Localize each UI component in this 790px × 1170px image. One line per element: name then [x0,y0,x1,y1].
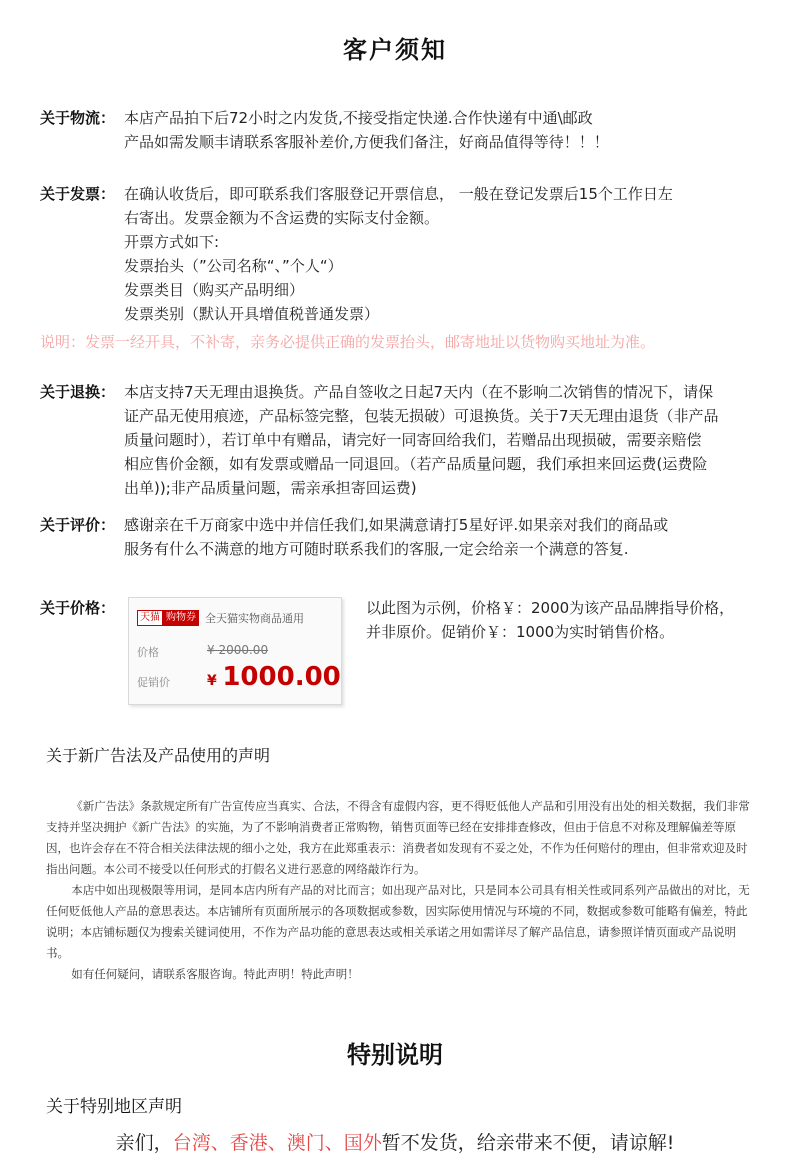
price-line: 并非原价。促销价￥：1000为实时销售价格。 [366,623,675,641]
returns-label: 关于退换： [40,383,116,401]
region-notice [0,1128,790,1155]
invoice-line: 右寄出。发票金额为不含运费的实际支付金额。 [124,209,440,227]
invoice-line: 发票类别（默认开具增值税普通发票） [124,305,380,323]
invoice-line: 发票抬头（”公司名称“、”个人“） [124,257,343,275]
logistics-label: 关于物流： [40,109,116,127]
returns-line: 相应售价金额，如有发票或赠品一同退回。（若产品质量问题，我们承担来回运费(运费险 [124,455,708,473]
invoice-section [40,182,760,326]
price-line: 以此图为示例，价格￥：2000为该产品品牌指导价格， [366,599,735,617]
invoice-line: 开票方式如下: [124,233,220,251]
returns-line: 证产品无使用痕迹，产品标签完整，包装无损破）可退换货。关于7天无理由退货（非产品 [124,407,719,425]
review-label: 关于评价： [40,516,116,534]
region-heading: 关于特别地区声明 [46,1097,182,1117]
logistics-line: 产品如需发顺丰请联系客服补差价,方便我们备注，好商品值得等待！！！ [124,133,609,151]
coupon-note: 全天猫实物商品通用 [205,612,304,625]
invoice-label: 关于发票： [40,185,116,203]
ad-law-paragraph: 如有任何疑问，请联系客服咨询。特此声明！特此声明！ [71,967,359,981]
invoice-note: 说明：发票一经开具，不补寄，亲务必提供正确的发票抬头，邮寄地址以货物购买地址为准。 [40,333,656,351]
price-example-card [128,597,342,705]
tmall-badge: 天猫 [137,610,163,626]
returns-line: 本店支持7天无理由退换货。产品自签收之日起7天内（在不影响二次销售的情况下，请保 [124,383,714,401]
returns-line: 出单));非产品质量问题，需亲承担寄回运费) [124,479,417,497]
returns-section [40,380,760,500]
ad-law-heading: 关于新广告法及产品使用的声明 [46,746,271,765]
review-line: 服务有什么不满意的地方可随时联系我们的客服,一定会给亲一个满意的答复. [124,540,629,558]
price-section [40,596,130,620]
invoice-line: 在确认收货后，即可联系我们客服登记开票信息， 一般在登记发票后15个工作日左 [124,185,673,203]
price-label: 关于价格： [40,599,116,617]
sale-price [207,662,341,692]
ad-law-paragraph: 《新广告法》条款规定所有广告宣传应当真实、合法，不得含有虚假内容，更不得贬低他人产品和引用没有出处的相关数据，我们非常支持并坚决拥护《新广告法》的实施，为了不影响消费者正常购物，销售页面等已经在安排排查修改，但由于信息不对称及理解偏差等原因，也许会存在不符合相关法律法规的细小之处，我方在此郑重表示：消费者如发现有不妥之处，不作为任何赔付的理由，但非常欢迎及时指出问题。本公司不接受以任何形式的打假名义进行恶意的网络敲诈行为。 [46,799,750,876]
page-title: 客户须知 [343,36,447,64]
coupon-badge: 购物券 [163,610,199,626]
original-price-value: ¥ 2000.00 [207,643,269,657]
sale-price-label: 促销价 [137,676,170,689]
logistics-line: 本店产品拍下后72小时之内发货,不接受指定快递.合作快递有中通\邮政 [124,109,593,127]
logistics-section [40,106,760,154]
ad-law-body [46,796,752,985]
sale-price-currency: ¥ [207,673,217,689]
sale-price-value: 1000.00 [222,662,341,692]
special-title: 特别说明 [347,1041,443,1069]
region-suffix: 暂不发货，给亲带来不便，请谅解! [381,1132,675,1154]
review-section [40,513,760,561]
price-explanation [366,596,766,644]
ad-law-paragraph: 本店中如出现极限等用词，是同本店内所有产品的对比而言；如出现产品对比，只是同本公司具有相关性或同系列产品做出的对比，无任何贬低他人产品的意思表达。本店铺所有页面所展示的各项数据或参数，因实际使用情况与环境的不同，数据或参数可能略有偏差，特此说明；本店铺标题仅为搜索关键词使用，不作为产品功能的意思表达或相关承诺之用如需详尽了解产品信息，请参照详情页面或产品说明书。 [46,883,750,960]
region-list: 台湾、香港、澳门、国外 [172,1132,382,1154]
returns-line: 质量问题时），若订单中有赠品，请完好一同寄回给我们，若赠品出现损破，需要亲赔偿 [124,431,702,449]
region-prefix: 亲们， [115,1132,173,1154]
review-line: 感谢亲在千万商家中选中并信任我们,如果满意请打5星好评.如果亲对我们的商品或 [124,516,669,534]
original-price-label: 价格 [137,646,159,659]
invoice-line: 发票类目（购买产品明细） [124,281,305,299]
